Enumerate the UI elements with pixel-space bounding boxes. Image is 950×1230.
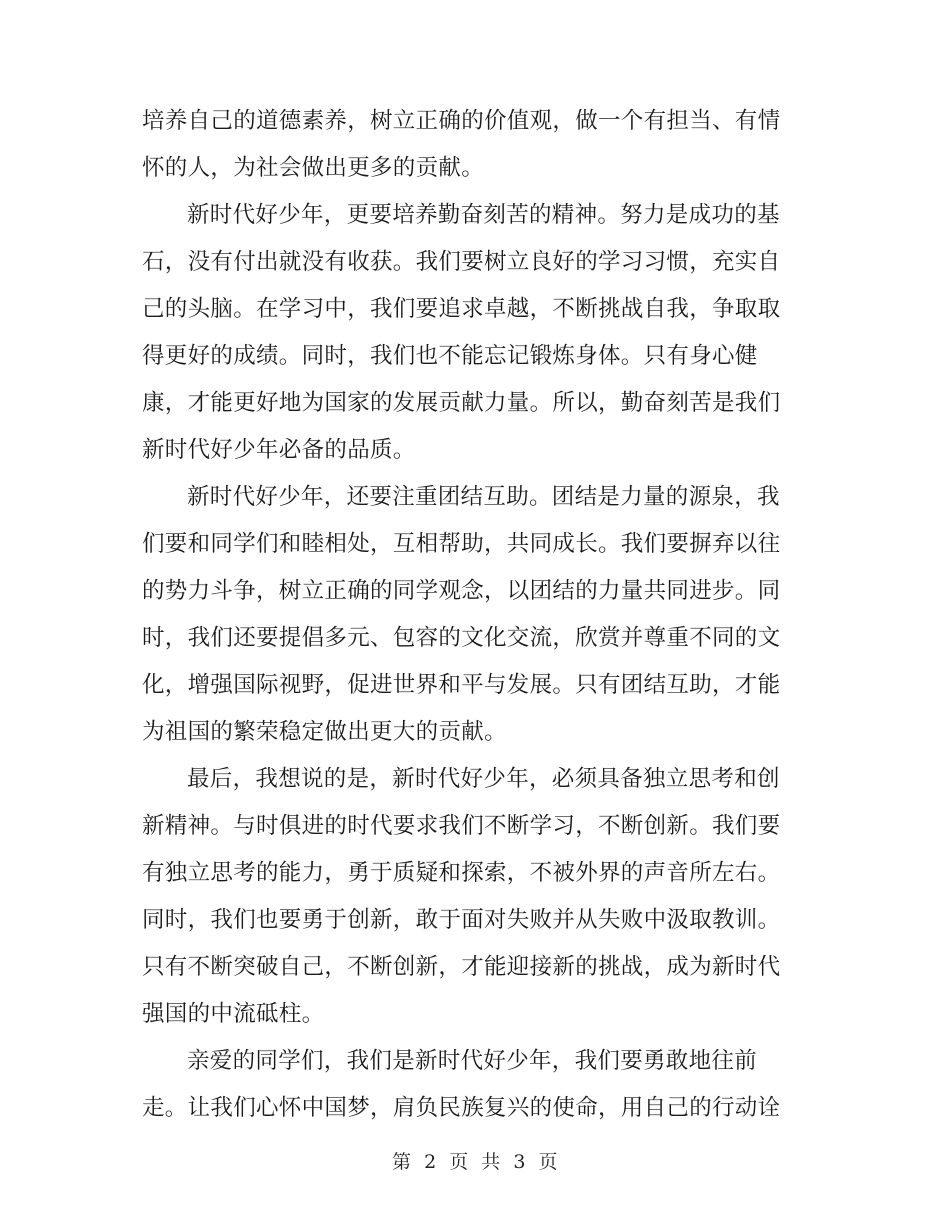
document-body — [142, 98, 802, 1132]
text-line: 新精神。与时俱进的时代要求我们不断学习，不断创新。我们要 — [142, 813, 781, 839]
text-line: 强国的中流砥柱。 — [142, 1001, 325, 1027]
paragraph-4 — [142, 756, 802, 1038]
paragraph-3 — [142, 474, 802, 756]
text-line: 只有不断突破自己，不断创新，才能迎接新的挑战，成为新时代 — [142, 954, 781, 980]
paragraph-2 — [142, 192, 802, 474]
text-line: 最后，我想说的是，新时代好少年，必须具备独立思考和创 — [187, 766, 780, 792]
text-line: 新时代好少年，还要注重团结互助。团结是力量的源泉，我 — [187, 484, 780, 510]
text-line: 石，没有付出就没有收获。我们要树立良好的学习习惯，充实自 — [142, 249, 781, 275]
text-line: 有独立思考的能力，勇于质疑和探索，不被外界的声音所左右。 — [142, 860, 781, 886]
text-line: 康，才能更好地为国家的发展贡献力量。所以，勤奋刻苦是我们 — [142, 390, 781, 416]
text-line: 得更好的成绩。同时，我们也不能忘记锻炼身体。只有身心健 — [142, 343, 758, 369]
text-line: 怀的人，为社会做出更多的贡献。 — [142, 155, 485, 181]
text-line: 培养自己的道德素养，树立正确的价值观，做一个有担当、有情 — [142, 108, 781, 134]
paragraph-1 — [142, 98, 802, 192]
text-line: 新时代好少年必备的品质。 — [142, 437, 416, 463]
text-line: 新时代好少年，更要培养勤奋刻苦的精神。努力是成功的基 — [187, 202, 780, 228]
text-line: 化，增强国际视野，促进世界和平与发展。只有团结互助，才能 — [142, 672, 781, 698]
footer-ye: 页 — [449, 1151, 469, 1173]
text-line: 走。让我们心怀中国梦，肩负民族复兴的使命，用自己的行动诠 — [142, 1095, 781, 1121]
text-line: 的势力斗争，树立正确的同学观念，以团结的力量共同进步。同 — [142, 578, 781, 604]
text-line: 为祖国的繁荣稳定做出更大的贡献。 — [142, 719, 507, 745]
footer-total-pages: 3 — [513, 1151, 526, 1173]
footer-page-number: 2 — [424, 1151, 437, 1173]
text-line: 时，我们还要提倡多元、包容的文化交流，欣赏并尊重不同的文 — [142, 625, 781, 651]
text-line: 己的头脑。在学习中，我们要追求卓越，不断挑战自我，争取取 — [142, 296, 781, 322]
footer-ye: 页 — [538, 1151, 558, 1173]
text-line: 亲爱的同学们，我们是新时代好少年，我们要勇敢地往前 — [187, 1048, 758, 1074]
footer-gong: 共 — [481, 1151, 501, 1173]
footer-di: 第 — [392, 1151, 412, 1173]
page-footer — [0, 1147, 950, 1174]
paragraph-5 — [142, 1038, 802, 1132]
text-line: 们要和同学们和睦相处，互相帮助，共同成长。我们要摒弃以往 — [142, 531, 781, 557]
text-line: 同时，我们也要勇于创新，敢于面对失败并从失败中汲取教训。 — [142, 907, 781, 933]
